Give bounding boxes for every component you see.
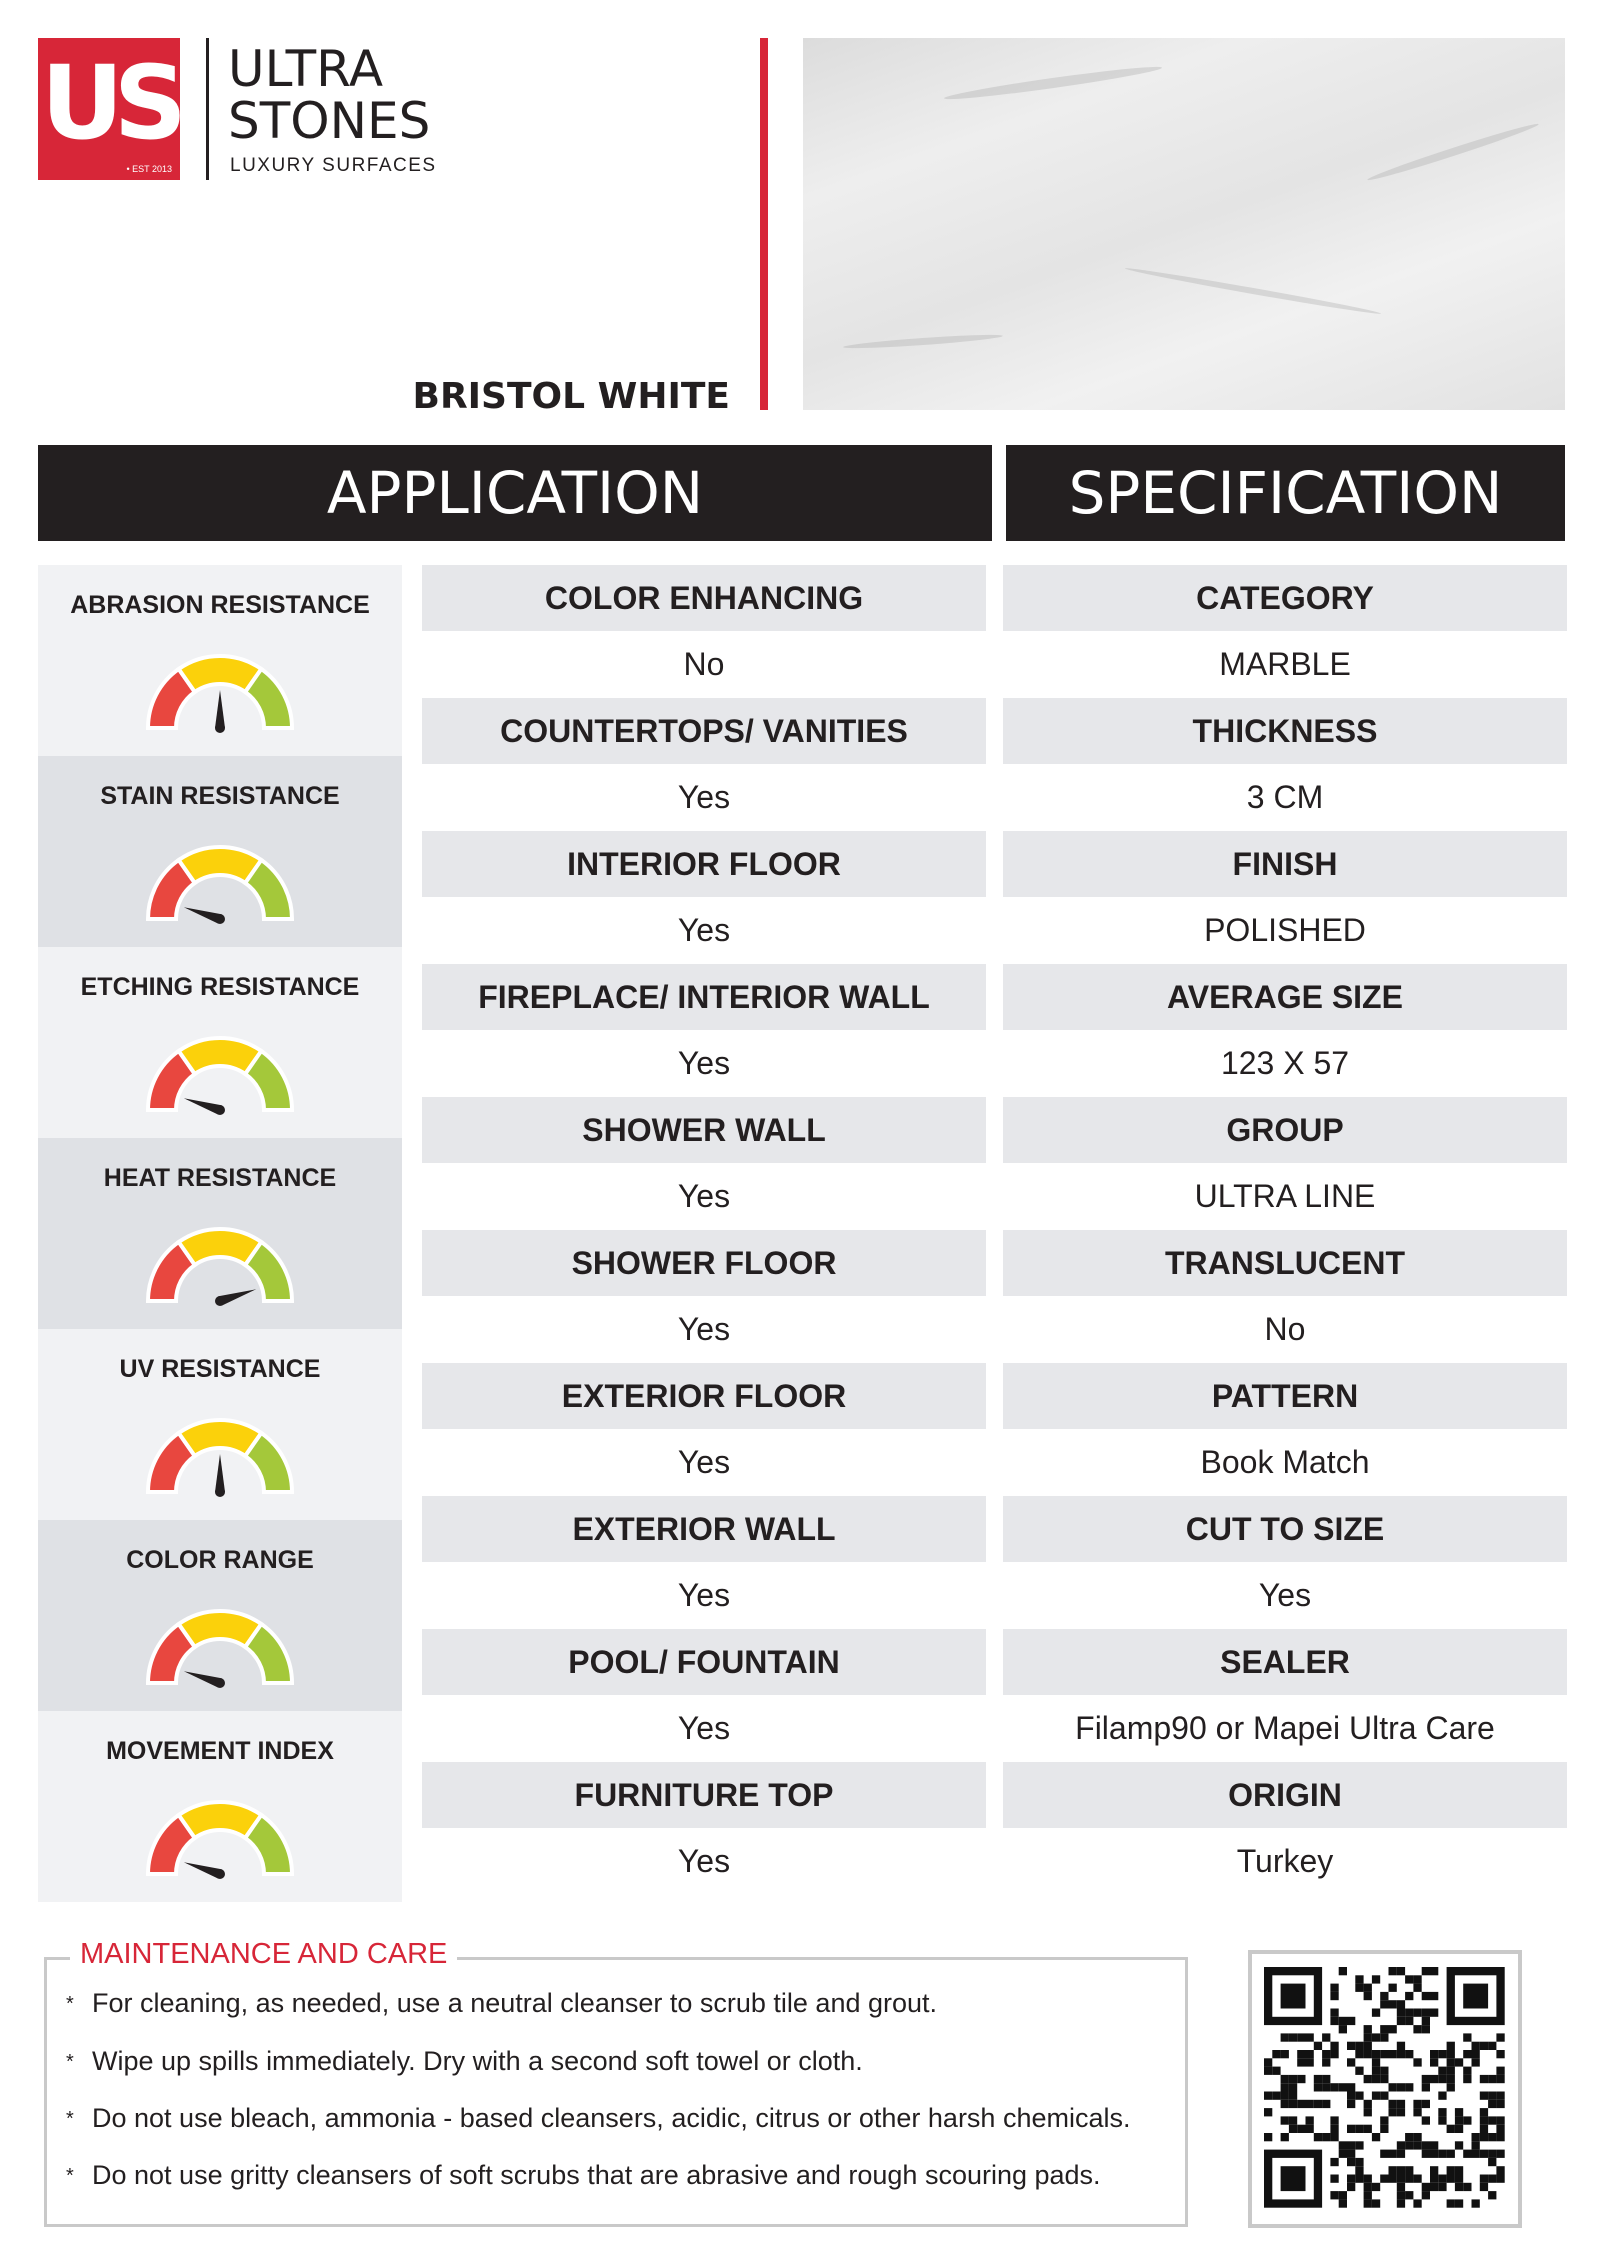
application-value: Yes xyxy=(422,897,986,963)
gauge-icon xyxy=(145,1608,295,1688)
specification-value: Yes xyxy=(1003,1562,1567,1628)
application-label: COLOR ENHANCING xyxy=(422,565,986,631)
gauge-needle xyxy=(215,1454,225,1492)
rating-label: ABRASION RESISTANCE xyxy=(70,591,370,619)
specification-header: SPECIFICATION xyxy=(1006,445,1565,541)
brand-name-line1: ULTRA xyxy=(228,40,384,98)
qr-code-icon[interactable] xyxy=(1248,1950,1522,2228)
application-value: Yes xyxy=(422,1828,986,1894)
maintenance-item xyxy=(66,1988,1186,2019)
application-value: Yes xyxy=(422,1429,986,1495)
maintenance-item xyxy=(66,2103,1186,2134)
specification-label: AVERAGE SIZE xyxy=(1003,964,1567,1030)
rating-label: MOVEMENT INDEX xyxy=(106,1737,334,1765)
application-label: SHOWER WALL xyxy=(422,1097,986,1163)
maintenance-text: Wipe up spills immediately. Dry with a second soft towel or cloth. xyxy=(92,2046,863,2076)
bullet-icon: * xyxy=(66,2165,74,2188)
specification-value: No xyxy=(1003,1296,1567,1362)
rating-abrasion-resistance xyxy=(38,565,402,756)
rating-label: HEAT RESISTANCE xyxy=(103,1164,337,1192)
rating-movement-index xyxy=(38,1711,402,1902)
brand-tagline: LUXURY SURFACES xyxy=(230,155,437,176)
application-label: EXTERIOR FLOOR xyxy=(422,1363,986,1429)
application-label: EXTERIOR WALL xyxy=(422,1496,986,1562)
specification-label: FINISH xyxy=(1003,831,1567,897)
bullet-icon: * xyxy=(66,2051,74,2074)
rating-uv-resistance xyxy=(38,1329,402,1520)
application-value: Yes xyxy=(422,1030,986,1096)
specification-value: POLISHED xyxy=(1003,897,1567,963)
rating-heat-resistance xyxy=(38,1138,402,1329)
rating-label: UV RESISTANCE xyxy=(119,1355,321,1383)
maintenance-item xyxy=(66,2046,1186,2077)
product-name: BRISTOL WHITE xyxy=(412,376,730,417)
application-label: FIREPLACE/ INTERIOR WALL xyxy=(422,964,986,1030)
specification-label: SEALER xyxy=(1003,1629,1567,1695)
application-value: Yes xyxy=(422,1296,986,1362)
brand-name-line2: STONES xyxy=(228,92,431,150)
application-label: SHOWER FLOOR xyxy=(422,1230,986,1296)
rating-color-range xyxy=(38,1520,402,1711)
application-label: POOL/ FOUNTAIN xyxy=(422,1629,986,1695)
specification-value: Turkey xyxy=(1003,1828,1567,1894)
application-label: INTERIOR FLOOR xyxy=(422,831,986,897)
specification-label: TRANSLUCENT xyxy=(1003,1230,1567,1296)
maintenance-text: Do not use bleach, ammonia - based cleansers, acidic, citrus or other harsh chemicals. xyxy=(92,2103,1131,2133)
application-label: FURNITURE TOP xyxy=(422,1762,986,1828)
specification-label: GROUP xyxy=(1003,1097,1567,1163)
specification-label: PATTERN xyxy=(1003,1363,1567,1429)
application-value: Yes xyxy=(422,764,986,830)
rating-label: STAIN RESISTANCE xyxy=(100,782,340,810)
maintenance-item xyxy=(66,2160,1186,2191)
gauge-icon xyxy=(145,1799,295,1879)
maintenance-title: MAINTENANCE AND CARE xyxy=(70,1938,457,1971)
brand-divider xyxy=(206,38,209,180)
application-value: No xyxy=(422,631,986,697)
rating-label: COLOR RANGE xyxy=(126,1546,314,1574)
application-header: APPLICATION xyxy=(38,445,992,541)
stone-sample-image xyxy=(803,38,1565,410)
specification-label: ORIGIN xyxy=(1003,1762,1567,1828)
specification-label: CUT TO SIZE xyxy=(1003,1496,1567,1562)
application-value: Yes xyxy=(422,1163,986,1229)
maintenance-text: For cleaning, as needed, use a neutral cleanser to scrub tile and grout. xyxy=(92,1988,938,2018)
gauge-icon xyxy=(145,653,295,733)
rating-etching-resistance xyxy=(38,947,402,1138)
gauge-needle xyxy=(215,690,225,728)
rating-stain-resistance xyxy=(38,756,402,947)
specification-label: THICKNESS xyxy=(1003,698,1567,764)
logo-letters: US xyxy=(40,44,178,163)
rating-label: ETCHING RESISTANCE xyxy=(80,973,360,1001)
application-value: Yes xyxy=(422,1562,986,1628)
application-label: COUNTERTOPS/ VANITIES xyxy=(422,698,986,764)
specification-value: MARBLE xyxy=(1003,631,1567,697)
specification-value: Filamp90 or Mapei Ultra Care xyxy=(1003,1695,1567,1761)
specification-label: CATEGORY xyxy=(1003,565,1567,631)
specification-value: 123 X 57 xyxy=(1003,1030,1567,1096)
gauge-icon xyxy=(145,1035,295,1115)
maintenance-text: Do not use gritty cleansers of soft scrubs that are abrasive and rough scouring pads. xyxy=(92,2160,1101,2190)
specification-value: 3 CM xyxy=(1003,764,1567,830)
application-value: Yes xyxy=(422,1695,986,1761)
accent-bar xyxy=(760,38,768,410)
gauge-icon xyxy=(145,1417,295,1497)
specification-value: ULTRA LINE xyxy=(1003,1163,1567,1229)
bullet-icon: * xyxy=(66,2108,74,2131)
bullet-icon: * xyxy=(66,1993,74,2016)
specification-value: Book Match xyxy=(1003,1429,1567,1495)
logo-est: • EST 2013 xyxy=(126,164,172,174)
brand-logo xyxy=(38,38,180,180)
gauge-icon xyxy=(145,1226,295,1306)
gauge-icon xyxy=(145,844,295,924)
